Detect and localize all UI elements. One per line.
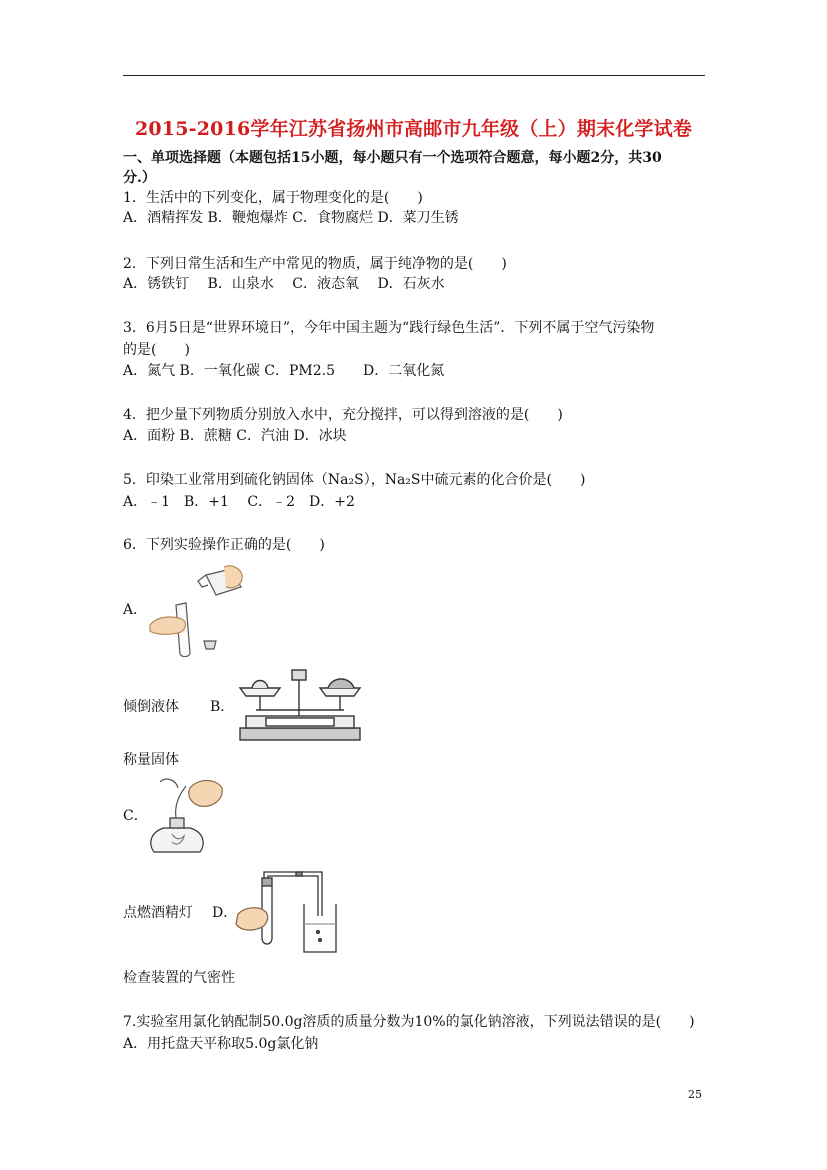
question-2-options: A．锈铁钉 B．山泉水 C．液态氧 D．石灰水 xyxy=(123,276,445,292)
question-1-options: A．酒精挥发 B．鞭炮爆炸 C．食物腐烂 D．菜刀生锈 xyxy=(123,210,459,226)
header-rule xyxy=(123,75,705,76)
question-6-option-b-label: B． xyxy=(210,699,235,715)
question-7-stem: 7.实验室用氯化钠配制50.0g溶质的质量分数为10%的氯化钠溶液，下列说法错误的是( ) xyxy=(123,1014,695,1030)
question-4-stem: 4．把少量下列物质分别放入水中，充分搅拌，可以得到溶液的是( ) xyxy=(123,407,563,423)
question-4-options: A．面粉 B．蔗糖 C．汽油 D．冰块 xyxy=(123,428,347,444)
question-6-option-a-label: A． xyxy=(123,602,148,618)
question-5-options: A．﹣1 B．+1 C．﹣2 D．+2 xyxy=(123,494,355,510)
question-3-options: A．氮气 B．一氧化碳 C．PM2.5 D．二氧化氮 xyxy=(123,363,445,379)
question-6-caption-a: 倾倒液体 xyxy=(123,699,179,715)
question-1-stem: 1．生活中的下列变化，属于物理变化的是( ) xyxy=(123,190,423,206)
question-2-stem: 2．下列日常生活和生产中常见的物质，属于纯净物的是( ) xyxy=(123,256,507,272)
question-6-caption-d: 检查装置的气密性 xyxy=(123,970,235,986)
airtightness-check-illustration xyxy=(232,866,342,958)
question-3-stem-line2: 的是( ) xyxy=(123,342,190,358)
question-3-stem-line1: 3．6月5日是“世界环境日”，今年中国主题为“践行绿色生活”．下列不属于空气污染物 xyxy=(123,320,655,336)
page-number: 25 xyxy=(688,1088,702,1101)
alcohol-lamp-illustration xyxy=(146,774,226,858)
section-heading-line1: 一、单项选择题（本题包括15小题，每小题只有一个选项符合题意，每小题2分，共30 xyxy=(123,150,662,166)
section-heading-line2: 分.） xyxy=(123,170,156,186)
exam-title: 2015-2016学年江苏省扬州市高邮市九年级（上）期末化学试卷 xyxy=(134,118,693,140)
question-6-option-d-label: D． xyxy=(212,905,238,921)
pouring-liquid-illustration xyxy=(146,565,246,657)
question-6-caption-b: 称量固体 xyxy=(123,752,179,768)
question-5-stem: 5．印染工业常用到硫化钠固体（Na₂S），Na₂S中硫元素的化合价是( ) xyxy=(123,472,586,488)
question-6-stem: 6．下列实验操作正确的是( ) xyxy=(123,537,325,553)
question-6-caption-c: 点燃酒精灯 xyxy=(123,905,193,921)
balance-scale-illustration xyxy=(236,666,364,744)
question-6-option-c-label: C． xyxy=(123,808,148,824)
question-7-option-a: A．用托盘天平称取5.0g氯化钠 xyxy=(123,1036,319,1052)
